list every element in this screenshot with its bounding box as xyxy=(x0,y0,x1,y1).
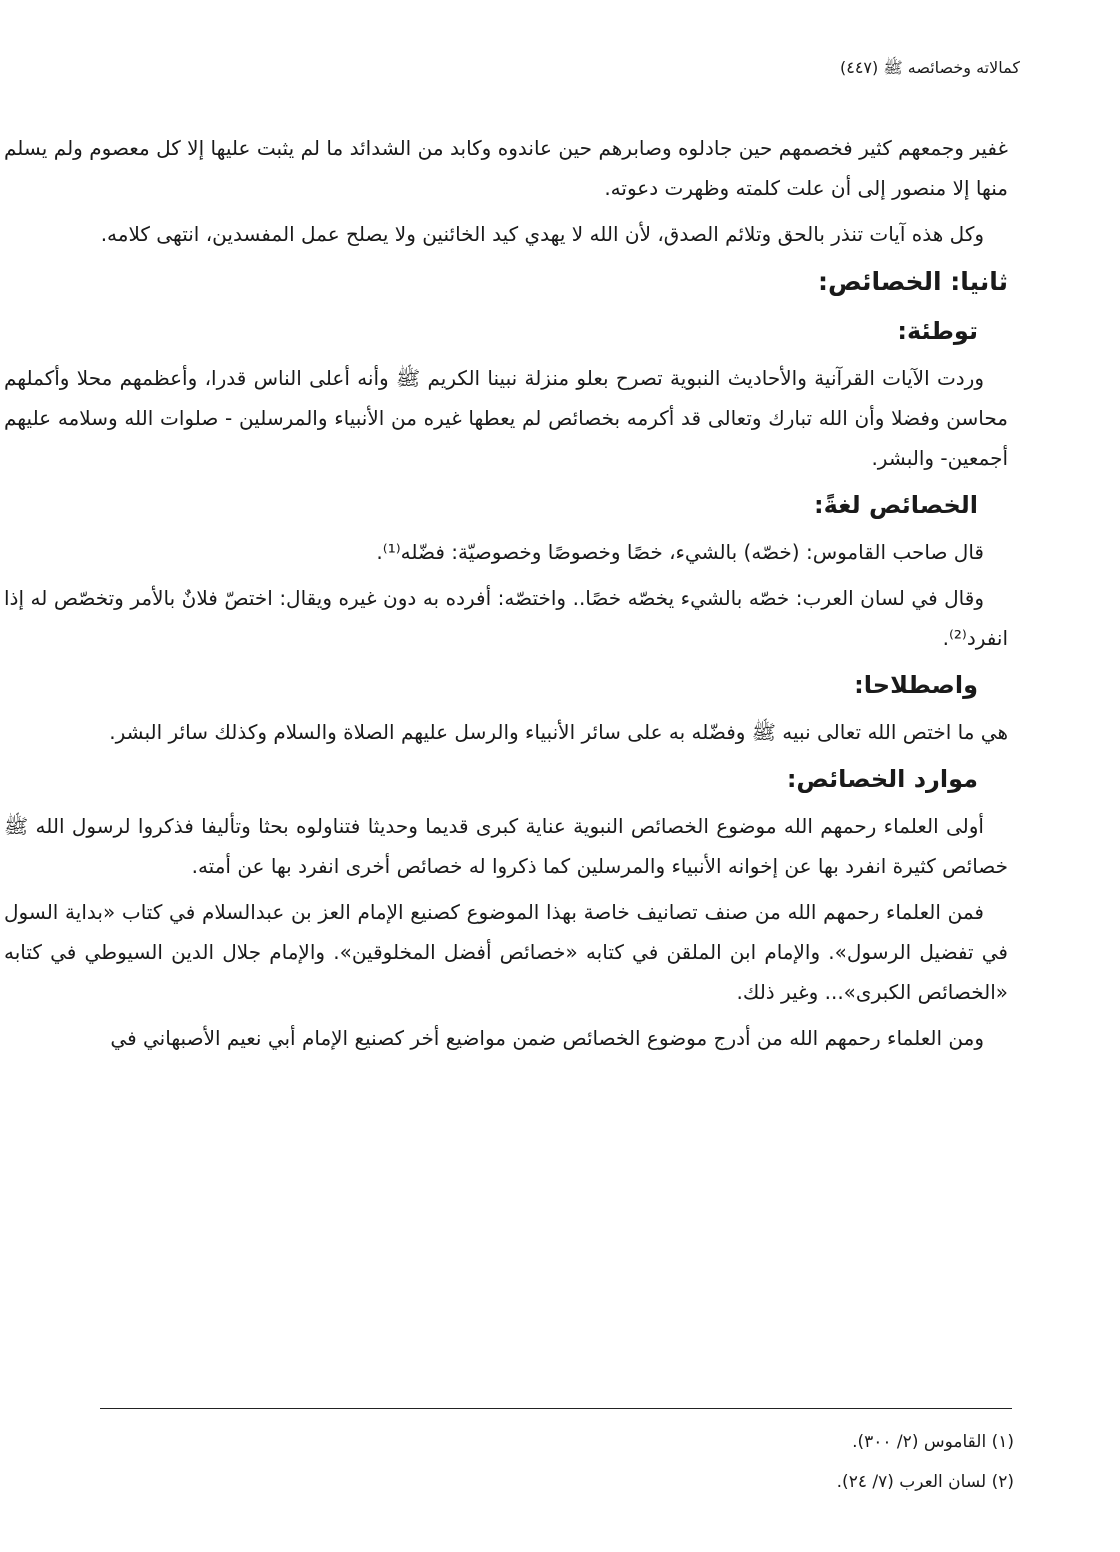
running-head: كمالاته وخصائصه ﷺ (٤٤٧) xyxy=(839,58,1020,77)
main-text xyxy=(4,128,1008,1064)
paragraph: أولى العلماء رحمهم الله موضوع الخصائص النبوية عناية كبرى قديما وحديثا فتناولوه بحثا وتأليفا فذكروا لرسول الله ﷺ خصائص كثيرة انفرد بها عن إخوانه الأنبياء والمرسلين كما ذكروا له خصائص أخرى انفرد بها عن أمته. xyxy=(4,814,1008,878)
paragraph: فمن العلماء رحمهم الله من صنف تصانيف خاصة بهذا الموضوع كصنيع الإمام العز بن عبدالسلام في كتاب «بداية السول في تفضيل الرسول». والإمام ابن الملقن في كتابه «خصائص أفضل المخلوقين». والإمام جلال الدين السيوطي في كتابه «الخصائص الكبرى»... وغير ذلك. xyxy=(4,900,1008,1004)
footnote-divider xyxy=(100,1408,1012,1409)
section-heading: ثانيا: الخصائص: xyxy=(818,267,1008,296)
subsection-heading: الخصائص لغةً: xyxy=(813,491,978,519)
paragraph: هي ما اختص الله تعالى نبيه ﷺ وفضّله به على سائر الأنبياء والرسل عليهم الصلاة والسلام وكذلك سائر البشر. xyxy=(109,720,1008,744)
paragraph: قال صاحب القاموس: (خصّه) بالشيء، خصًا وخصوصًا وخصوصيّة: فضّله⁽¹⁾. xyxy=(376,540,984,564)
paragraph: وكل هذه آيات تنذر بالحق وتلائم الصدق، لأن الله لا يهدي كيد الخائنين ولا يصلح عمل المفسدين، انتهى كلامه. xyxy=(100,222,984,246)
footnote: (١) القاموس (٢/ ٣٠٠). xyxy=(852,1432,1014,1452)
paragraph: وردت الآيات القرآنية والأحاديث النبوية تصرح بعلو منزلة نبينا الكريم ﷺ وأنه أعلى الناس قدرا، وأعظمهم محلا وأكملهم محاسن وفضلا وأن الله تبارك وتعالى قد أكرمه بخصائص لم يعطها غيره من الأنبياء والمرسلين - صلوات الله وسلامه عليهم أجمعين- والبشر. xyxy=(4,366,1008,470)
subsection-heading: توطئة: xyxy=(897,317,978,345)
subsection-heading: موارد الخصائص: xyxy=(786,765,978,793)
paragraph: ومن العلماء رحمهم الله من أدرج موضوع الخصائص ضمن مواضيع أخر كصنيع الإمام أبي نعيم الأصبهاني في xyxy=(110,1026,984,1050)
subsection-heading: واصطلاحا: xyxy=(854,671,978,699)
paragraph: وقال في لسان العرب: خصّه بالشيء يخصّه خصًا.. واختصّه: أفرده به دون غيره ويقال: اختصّ فلانٌ بالأمر وتخصّص له إذا انفرد⁽²⁾. xyxy=(4,586,1008,650)
footnote: (٢) لسان العرب (٧/ ٢٤). xyxy=(836,1472,1014,1492)
footnotes xyxy=(114,1422,1014,1502)
paragraph: غفير وجمعهم كثير فخصمهم حين جادلوه وصابرهم حين عاندوه وكابد من الشدائد ما لم يثبت عليها إلا كل معصوم ولم يسلم منها إلا منصور إلى أن علت كلمته وظهرت دعوته. xyxy=(4,136,1008,200)
